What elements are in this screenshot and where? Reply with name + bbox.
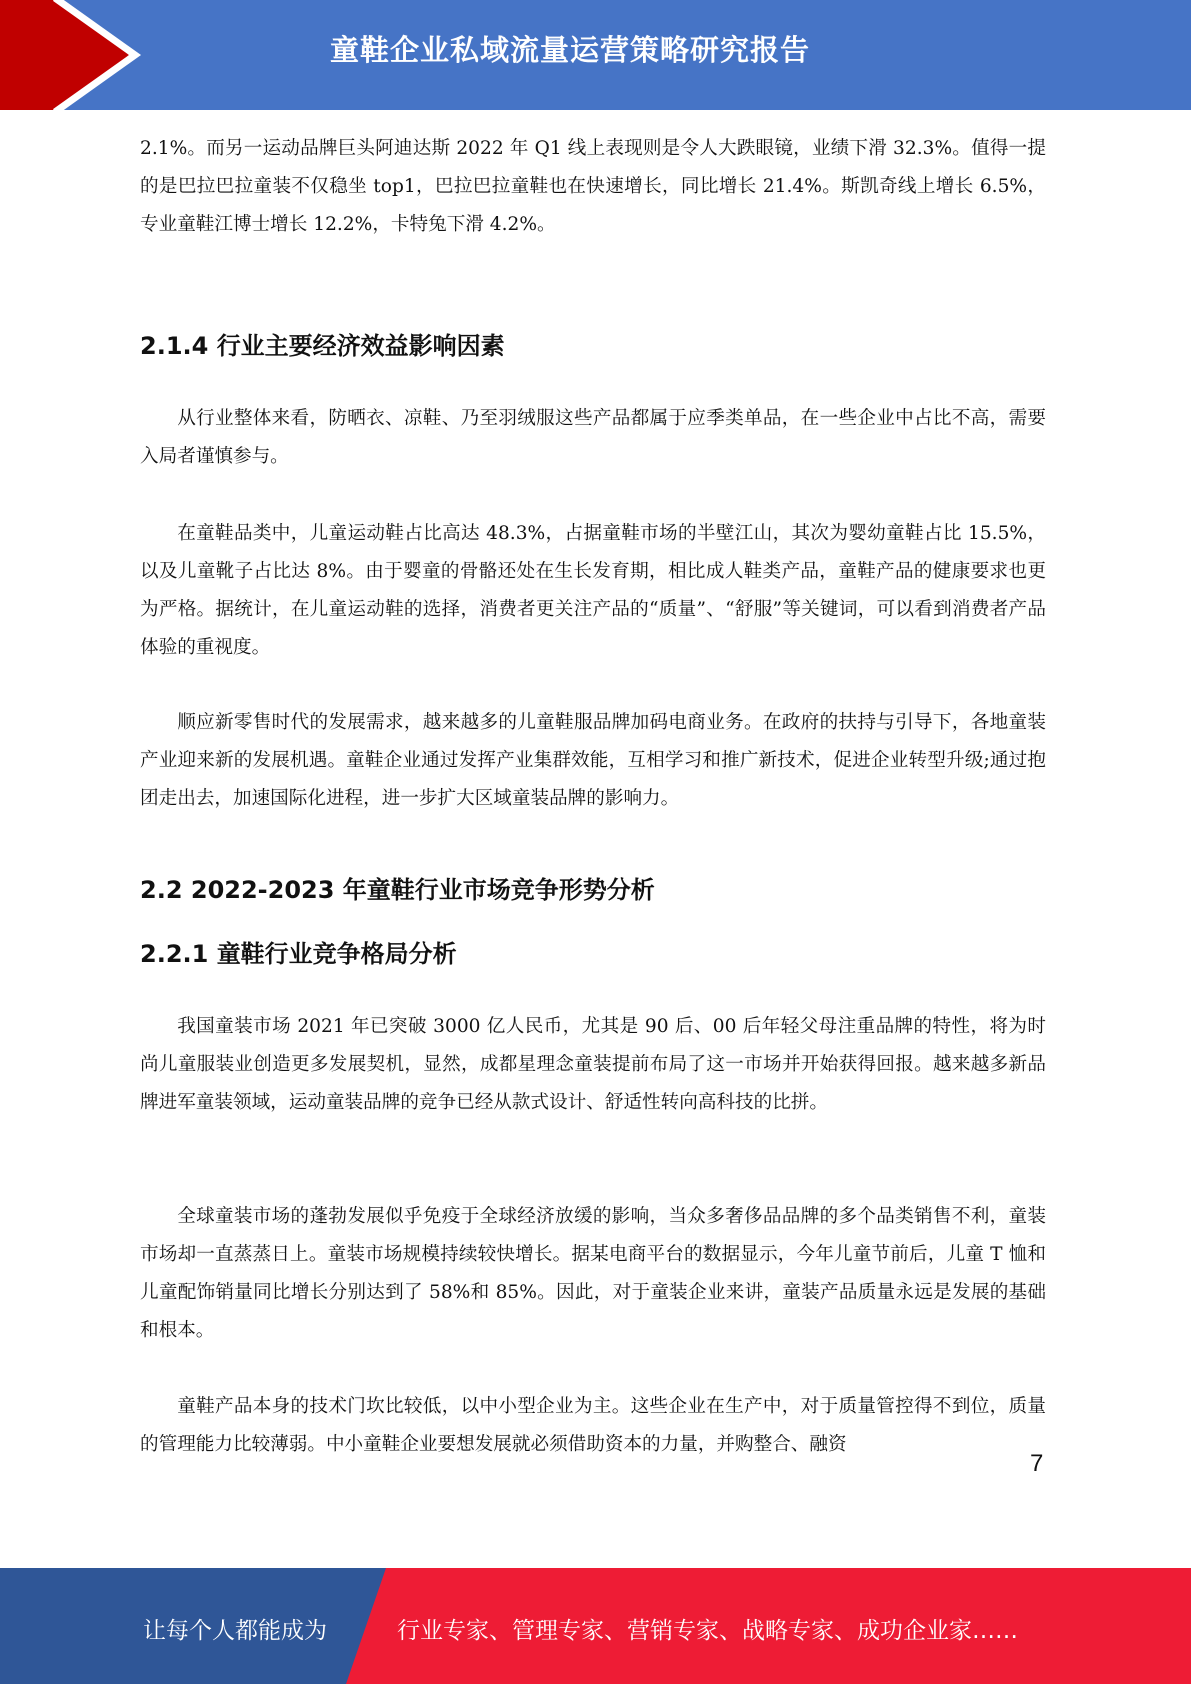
- paragraph: [140, 1388, 1046, 1464]
- paragraph: [140, 400, 1046, 476]
- paragraph-text: 在童鞋品类中，儿童运动鞋占比高达 48.3%，占据童鞋市场的半壁江山，其次为婴幼童鞋占比 15.5%，以及儿童靴子占比达 8%。由于婴童的骨骼还处在生长发育期，相比成人鞋类产品，童鞋产品的健康要求也更为严格。据统计，在儿童运动鞋的选择，消费者更关注产品的“质量”、“舒服”等关键词，可以看到消费者产品体验的重视度。: [140, 523, 1046, 658]
- paragraph-text: 顺应新零售时代的发展需求，越来越多的儿童鞋服品牌加码电商业务。在政府的扶持与引导下，各地童装产业迎来新的发展机遇。童鞋企业通过发挥产业集群效能，互相学习和推广新技术，促进企业转型升级;通过抱团走出去，加速国际化进程，进一步扩大区域童装品牌的影响力。: [140, 712, 1046, 809]
- paragraph-text: 全球童装市场的蓬勃发展似乎免疫于全球经济放缓的影响，当众多奢侈品品牌的多个品类销售不利，童装市场却一直蒸蒸日上。童装市场规模持续较快增长。据某电商平台的数据显示，今年儿童节前后，儿童 T 恤和儿童配饰销量同比增长分别达到了 58%和 85%。因此，对于童装企业来讲，童装产品质量永远是发展的基础和根本。: [140, 1206, 1046, 1341]
- heading-2-2: 2.2 2022-2023 年童鞋行业市场竞争形势分析: [140, 876, 655, 904]
- heading-2-2-1: 2.2.1 童鞋行业竞争格局分析: [140, 940, 457, 968]
- paragraph-text: 我国童装市场 2021 年已突破 3000 亿人民币，尤其是 90 后、00 后年轻父母注重品牌的特性，将为时尚儿童服装业创造更多发展契机，显然，成都星理念童装提前布局了这一市场并开始获得回报。越来越多新品牌进军童装领域，运动童装品牌的竞争已经从款式设计、舒适性转向高科技的比拼。: [140, 1016, 1046, 1113]
- paragraph-text: 童鞋产品本身的技术门坎比较低，以中小型企业为主。这些企业在生产中，对于质量管控得不到位，质量的管理能力比较薄弱。中小童鞋企业要想发展就必须借助资本的力量，并购整合、融资: [140, 1396, 1046, 1455]
- paragraph: [140, 515, 1046, 667]
- paragraph: [140, 1008, 1046, 1122]
- page-number: 7: [1030, 1450, 1044, 1477]
- footer-slogan-left: 让每个人都能成为: [143, 1618, 327, 1644]
- header-arrow-decoration: [0, 0, 160, 110]
- page-header: [0, 0, 1191, 110]
- footer-slogan-right: 行业专家、管理专家、营销专家、战略专家、成功企业家……: [397, 1618, 1018, 1644]
- heading-2-1-4: 2.1.4 行业主要经济效益影响因素: [140, 332, 505, 360]
- paragraph-text: 从行业整体来看，防晒衣、凉鞋、乃至羽绒服这些产品都属于应季类单品，在一些企业中占比不高，需要入局者谨慎参与。: [140, 408, 1046, 467]
- report-title: 童鞋企业私域流量运营策略研究报告: [330, 33, 811, 67]
- paragraph: [140, 704, 1046, 818]
- paragraph-text: 2.1%。而另一运动品牌巨头阿迪达斯 2022 年 Q1 线上表现则是令人大跌眼镜，业绩下滑 32.3%。值得一提的是巴拉巴拉童装不仅稳坐 top1，巴拉巴拉童鞋也在快速增长，同比增长 21.4%。斯凯奇线上增长 6.5%，专业童鞋江博士增长 12.2%，卡特兔下滑 4.2%。: [140, 138, 1046, 235]
- page-footer: [0, 1568, 1191, 1684]
- paragraph: [140, 130, 1046, 244]
- paragraph: [140, 1198, 1046, 1350]
